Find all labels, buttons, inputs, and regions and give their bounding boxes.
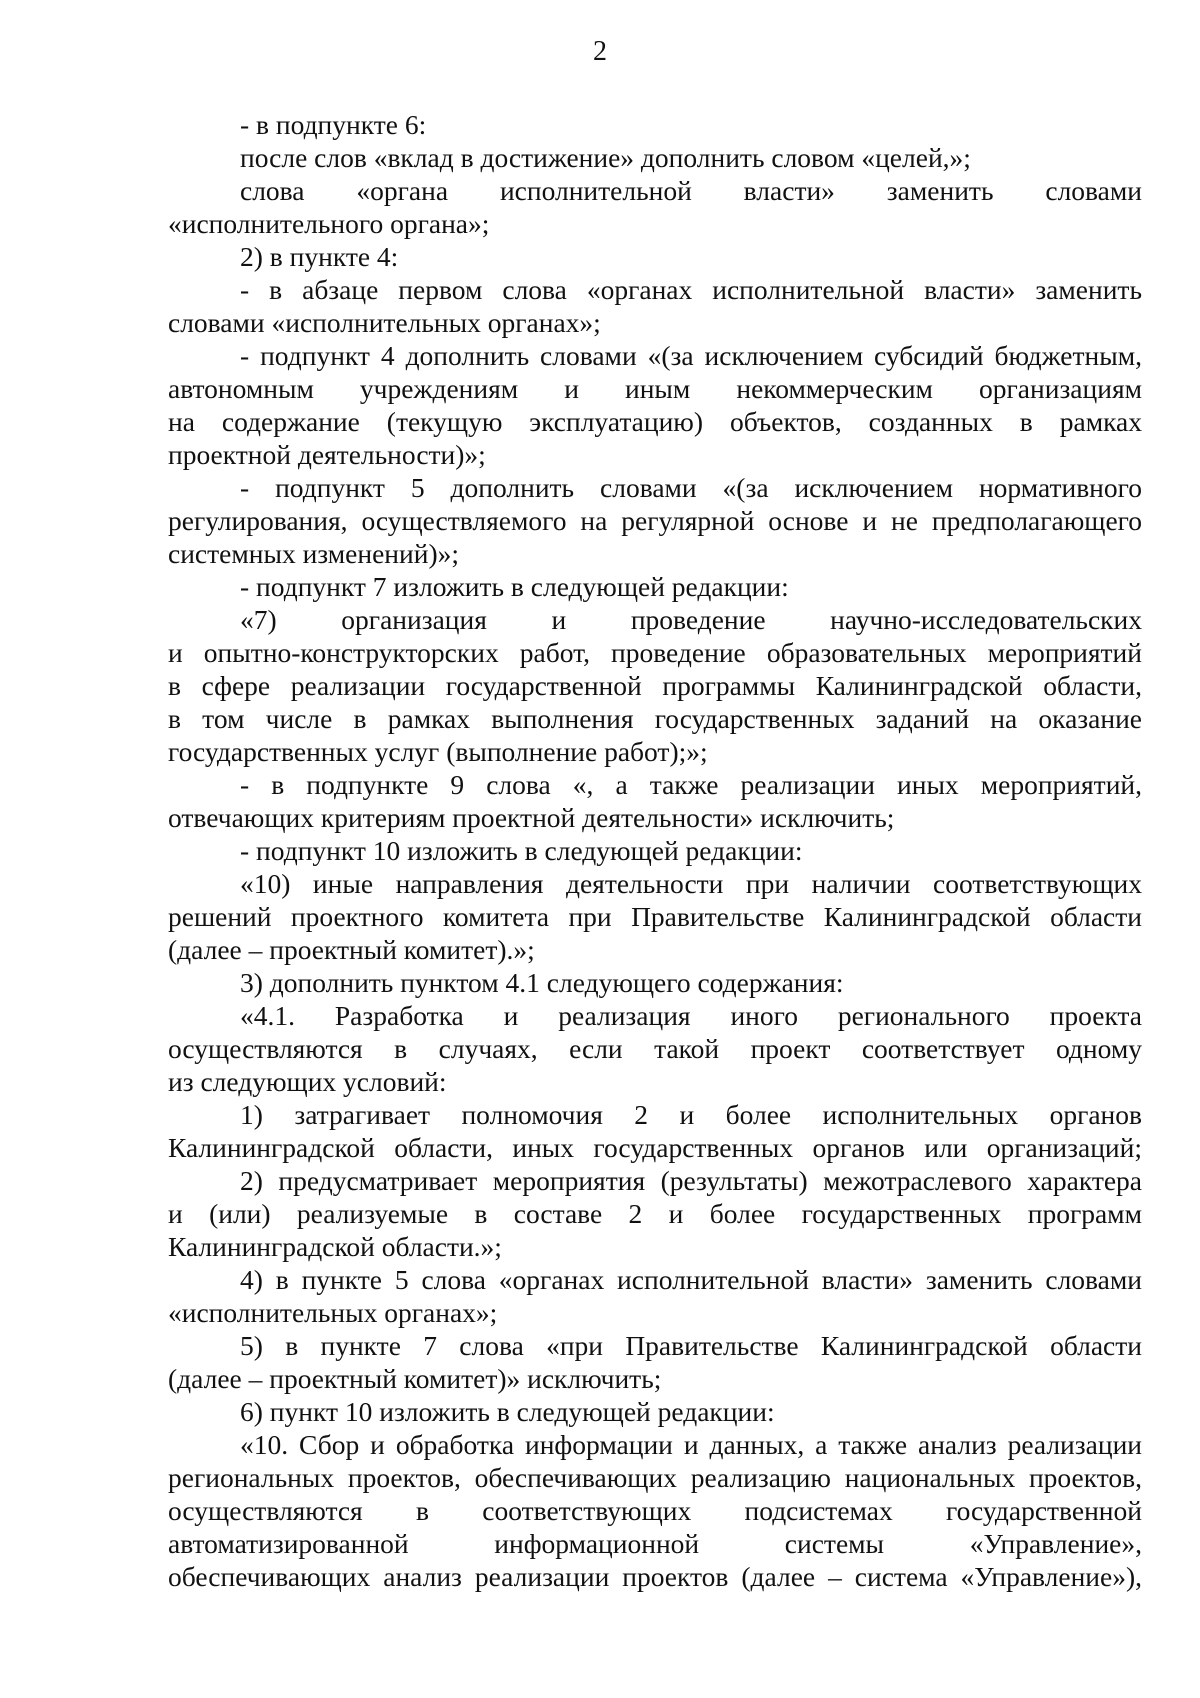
text-line: региональных проектов, обеспечивающих реализацию национальных проектов, <box>168 1462 1142 1493</box>
text-line: - в абзаце первом слова «органах исполнительной власти» заменить <box>240 274 1142 305</box>
text-line: «7) организация и проведение научно-исследовательских <box>240 604 1142 635</box>
text-line: и (или) реализуемые в составе 2 и более государственных программ <box>168 1198 1142 1229</box>
document-body <box>168 108 1142 1593</box>
text-line: - в подпункте 9 слова «, а также реализации иных мероприятий, <box>240 769 1142 800</box>
text-line: осуществляются в случаях, если такой проект соответствует одному <box>168 1033 1142 1064</box>
text-line: «исполнительного органа»; <box>168 208 490 239</box>
text-line: проектной деятельности)»; <box>168 439 486 470</box>
text-line: «4.1. Разработка и реализация иного регионального проекта <box>240 1000 1142 1031</box>
text-line: осуществляются в соответствующих подсистемах государственной <box>168 1495 1142 1526</box>
text-line: (далее – проектный комитет).»; <box>168 934 535 965</box>
text-line: - подпункт 10 изложить в следующей редакции: <box>240 835 803 866</box>
text-line: из следующих условий: <box>168 1066 447 1097</box>
text-line: (далее – проектный комитет)» исключить; <box>168 1363 662 1394</box>
text-line: системных изменений)»; <box>168 538 459 569</box>
text-line: после слов «вклад в достижение» дополнить словом «целей,»; <box>240 142 971 173</box>
text-line: - в подпункте 6: <box>240 109 427 140</box>
text-line: и опытно-конструкторских работ, проведение образовательных мероприятий <box>168 637 1142 668</box>
text-line: слова «органа исполнительной власти» заменить словами <box>240 175 1142 206</box>
text-line: 4) в пункте 5 слова «органах исполнительной власти» заменить словами <box>240 1264 1142 1295</box>
text-line: «10. Сбор и обработка информации и данных, а также анализ реализации <box>240 1429 1142 1460</box>
text-line: 2) предусматривает мероприятия (результаты) межотраслевого характера <box>240 1165 1142 1196</box>
text-line: Калининградской области, иных государственных органов или организаций; <box>168 1132 1142 1163</box>
text-line: решений проектного комитета при Правительстве Калининградской области <box>168 901 1142 932</box>
text-line: государственных услуг (выполнение работ);»; <box>168 736 708 767</box>
text-line: 3) дополнить пунктом 4.1 следующего содержания: <box>240 967 844 998</box>
text-line: на содержание (текущую эксплуатацию) объектов, созданных в рамках <box>168 406 1142 437</box>
text-line: Калининградской области.»; <box>168 1231 502 1262</box>
text-line: «10) иные направления деятельности при наличии соответствующих <box>240 868 1142 899</box>
text-line: автоматизированной информационной системы «Управление», <box>168 1528 1142 1559</box>
text-line: отвечающих критериям проектной деятельности» исключить; <box>168 802 895 833</box>
text-line: 1) затрагивает полномочия 2 и более исполнительных органов <box>240 1099 1142 1130</box>
text-line: автономным учреждениям и иным некоммерческим организациям <box>168 373 1142 404</box>
text-line: - подпункт 4 дополнить словами «(за исключением субсидий бюджетным, <box>240 340 1142 371</box>
text-line: 5) в пункте 7 слова «при Правительстве Калининградской области <box>240 1330 1142 1361</box>
text-line: 2) в пункте 4: <box>240 241 399 272</box>
text-line: «исполнительных органах»; <box>168 1297 498 1328</box>
text-line: в том числе в рамках выполнения государственных заданий на оказание <box>168 703 1142 734</box>
text-line: в сфере реализации государственной программы Калининградской области, <box>168 670 1142 701</box>
page-number: 2 <box>593 36 607 67</box>
text-line: - подпункт 7 изложить в следующей редакции: <box>240 571 789 602</box>
text-line: обеспечивающих анализ реализации проектов (далее – система «Управление»), <box>168 1561 1142 1592</box>
text-line: - подпункт 5 дополнить словами «(за исключением нормативного <box>240 472 1142 503</box>
text-line: 6) пункт 10 изложить в следующей редакции: <box>240 1396 775 1427</box>
text-line: регулирования, осуществляемого на регулярной основе и не предполагающего <box>168 505 1142 536</box>
text-line: словами «исполнительных органах»; <box>168 307 601 338</box>
